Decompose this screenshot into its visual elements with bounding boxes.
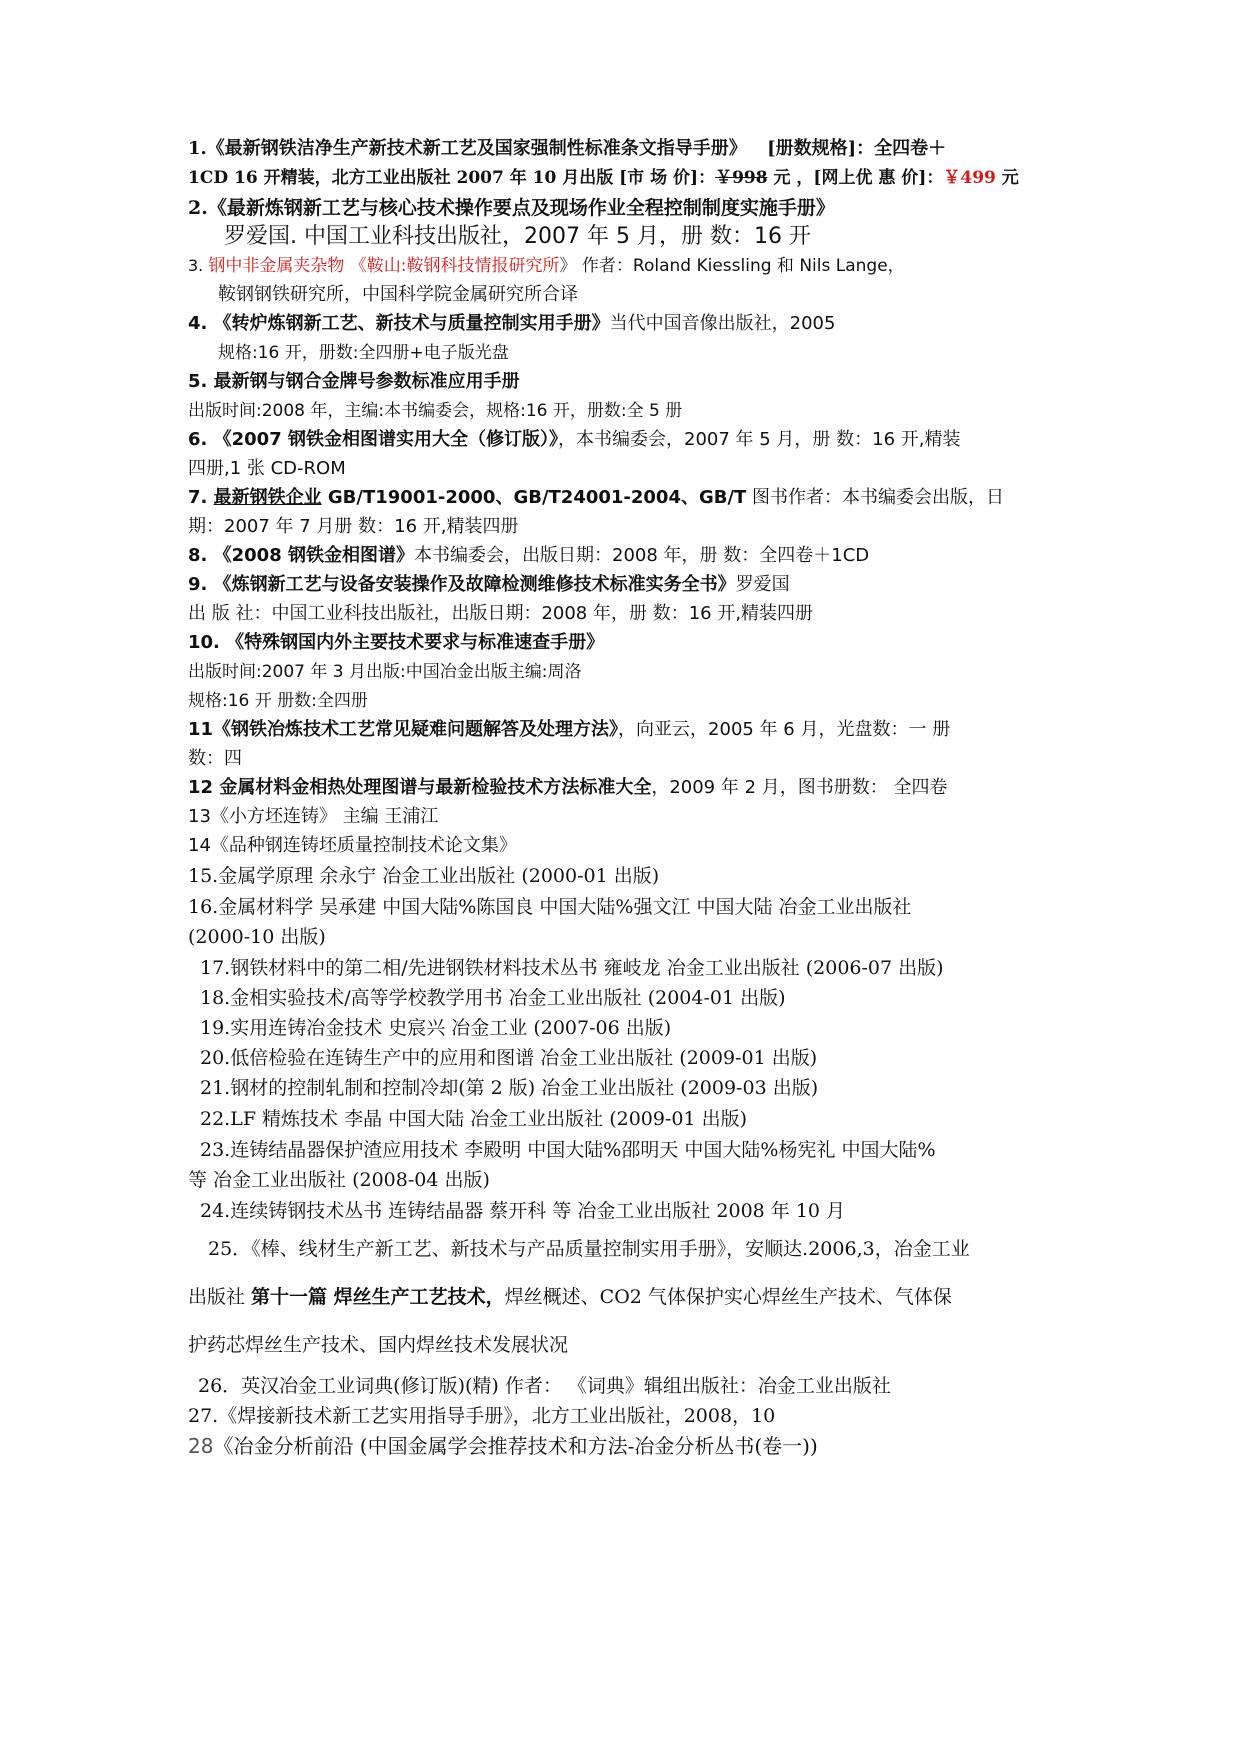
item-1-line-1 bbox=[188, 136, 946, 162]
item-5-line-2: 出版时间:2008 年，主编:本书编委会，规格:16 开，册数:全 5 册 bbox=[188, 401, 683, 421]
item-4-title: 4. 《转炉炼钢新工艺、新技术与质量控制实用手册》 bbox=[188, 313, 610, 334]
item-8-line-1 bbox=[188, 543, 869, 569]
item-5-title: 5. 最新钢与钢合金牌号参数标准应用手册 bbox=[188, 371, 520, 392]
item-25-line-1: 25．《棒、线材生产新工艺、新技术与产品质量控制实用手册》，安顺达.2006,3，冶金工业 bbox=[208, 1238, 970, 1260]
item-19: 19.实用连铸冶金技术 史宸兴 冶金工业 (2007-06 出版) bbox=[200, 1017, 672, 1039]
item-18: 18.金相实验技术/高等学校教学用书 冶金工业出版社 (2004-01 出版) bbox=[200, 987, 786, 1009]
item-10-title: 10. 《特殊钢国内外主要技术要求与标准速查手册》 bbox=[188, 632, 605, 653]
item-25-topics: 焊丝概述、CO2 气体保护实心焊丝生产技术、气体保 bbox=[504, 1286, 952, 1308]
item-11-line-2: 数：四 bbox=[188, 748, 242, 769]
item-11-title: 11《钢铁冶炼技术工艺常见疑难问题解答及处理方法》 bbox=[188, 719, 619, 740]
item-1-spec: [册数规格]：全四卷＋ bbox=[767, 138, 947, 159]
item-4-publisher: 当代中国音像出版社，2005 bbox=[609, 313, 836, 334]
item-6-line-1 bbox=[188, 427, 961, 453]
item-28 bbox=[188, 1433, 818, 1459]
item-22: 22.LF 精炼技术 李晶 中国大陆 冶金工业出版社 (2009-01 出版) bbox=[200, 1108, 748, 1130]
item-21: 21.钢材的控制轧制和控制冷却(第 2 版) 冶金工业出版社 (2009-03 出版) bbox=[200, 1077, 819, 1099]
item-28-number: 28 bbox=[188, 1434, 214, 1458]
item-4-line-2: 规格:16 开，册数:全四册+电子版光盘 bbox=[218, 343, 509, 363]
item-23-line-2: 等 冶金工业出版社 (2008-04 出版) bbox=[188, 1169, 490, 1191]
item-7-line-2: 期：2007 年 7 月册 数：16 开,精装四册 bbox=[188, 516, 519, 537]
item-17: 17.钢铁材料中的第二相/先进钢铁材料技术丛书 雍岐龙 冶金工业出版社 (2006-07 出版) bbox=[200, 957, 944, 979]
item-6-detail: ，本书编委会，2007 年 5 月，册 数：16 开,精装 bbox=[558, 429, 961, 450]
item-11-detail: ，向亚云，2005 年 6 月，光盘数：一 册 bbox=[618, 719, 951, 740]
item-16-line-2: (2000-10 出版) bbox=[188, 926, 326, 948]
item-4-line-1 bbox=[188, 311, 835, 337]
item-23-line-1: 23.连铸结晶器保护渣应用技术 李殿明 中国大陆%邵明天 中国大陆%杨宪礼 中国大陆% bbox=[200, 1139, 936, 1161]
item-25-publisher: 出版社 bbox=[188, 1286, 252, 1308]
item-9-author: 罗爱国 bbox=[735, 574, 790, 595]
item-1-yuan: 元 bbox=[995, 168, 1019, 188]
item-11-line-1 bbox=[188, 717, 950, 743]
item-12-title: 12 金属材料金相热处理图谱与最新检验技术方法标准大全 bbox=[188, 777, 652, 798]
item-15: 15.金属学原理 余永宁 冶金工业出版社 (2000-01 出版) bbox=[188, 865, 660, 887]
item-7-title: GB/T19001-2000、GB/T24001-2004、GB/T bbox=[321, 487, 747, 508]
item-3-publisher: 鞍钢科技情报研究所 bbox=[406, 256, 560, 276]
item-2-title: 2.《最新炼钢新工艺与核心技术操作要点及现场作业全程控制制度实施手册》 bbox=[188, 197, 835, 219]
item-13: 13《小方坯连铸》 主编 王浦江 bbox=[188, 806, 439, 827]
item-3-number: 3. bbox=[188, 256, 209, 275]
item-9-title: 9. 《炼钢新工艺与设备安装操作及故障检测维修技术标准实务全书》 bbox=[188, 574, 736, 595]
item-7-underlined: 最新钢铁企业 bbox=[213, 487, 322, 508]
item-3-authors: 》 作者：Roland Kiessling 和 Nils Lange， bbox=[559, 256, 905, 276]
item-1-publisher: 1CD 16 开精装，北方工业出版社 2007 年 10 月出版 [市 场 价]： bbox=[188, 168, 716, 188]
item-2-detail: 罗爱国. 中国工业科技出版社，2007 年 5 月，册 数：16 开 bbox=[224, 224, 811, 249]
item-3-book-name: 钢中非金属夹杂物 bbox=[208, 256, 345, 276]
item-1-line-2 bbox=[188, 165, 1019, 191]
item-1-discount-price: ￥499 bbox=[943, 168, 996, 188]
item-7-line-1 bbox=[188, 485, 1004, 511]
item-10-line-3: 规格:16 开 册数:全四册 bbox=[188, 691, 368, 711]
item-26: 26．英汉冶金工业词典(修订版)(精) 作者： 《词典》辑组出版社：冶金工业出版社 bbox=[198, 1375, 891, 1397]
item-8-title: 8. 《2008 钢铁金相图谱》 bbox=[188, 545, 414, 566]
item-9-line-2: 出 版 社：中国工业科技出版社，出版日期：2008 年，册 数：16 开,精装四册 bbox=[188, 603, 814, 624]
item-12-line-1 bbox=[188, 775, 947, 801]
item-25-line-2 bbox=[188, 1284, 952, 1310]
item-3-source: 《鞍山: bbox=[344, 256, 407, 276]
item-25-line-3: 护药芯焊丝生产技术、国内焊丝技术发展状况 bbox=[188, 1334, 569, 1356]
item-25-chapter: 第十一篇 焊丝生产工艺技术， bbox=[251, 1286, 505, 1308]
item-7-number: 7. bbox=[188, 487, 214, 508]
item-7-detail: 图书作者：本书编委会出版，日 bbox=[746, 487, 1005, 508]
item-9-line-1 bbox=[188, 572, 790, 598]
item-3-line-1 bbox=[188, 253, 905, 279]
item-3-line-2: 鞍钢钢铁研究所，中国科学院金属研究所合译 bbox=[218, 284, 578, 305]
item-1-discount-label: 元 ，[网上优 惠 价]： bbox=[767, 168, 944, 188]
item-16-line-1: 16.金属材料学 吴承建 中国大陆%陈国良 中国大陆%强文江 中国大陆 冶金工业出版社 bbox=[188, 896, 912, 918]
item-1-title: 1.《最新钢铁洁净生产新技术新工艺及国家强制性标准条文指导手册》 bbox=[188, 138, 747, 159]
item-27: 27.《焊接新技术新工艺实用指导手册》，北方工业出版社，2008，10 bbox=[188, 1405, 776, 1427]
item-12-detail: ，2009 年 2 月，图书册数： 全四卷 bbox=[651, 777, 948, 798]
item-8-detail: 本书编委会，出版日期：2008 年，册 数：全四卷＋1CD bbox=[414, 545, 870, 566]
item-1-market-price: ￥998 bbox=[715, 168, 768, 188]
item-28-title: 《冶金分析前沿 (中国金属学会推荐技术和方法-冶金分析丛书(卷一)) bbox=[213, 1434, 818, 1458]
item-14: 14《品种钢连铸坯质量控制技术论文集》 bbox=[188, 835, 517, 856]
item-6-title: 6. 《2007 钢铁金相图谱实用大全（修订版）》 bbox=[188, 429, 558, 450]
item-10-line-2: 出版时间:2007 年 3 月出版:中国冶金出版主编:周洛 bbox=[188, 662, 582, 682]
item-20: 20.低倍检验在连铸生产中的应用和图谱 冶金工业出版社 (2009-01 出版) bbox=[200, 1047, 818, 1069]
item-24: 24.连续铸钢技术丛书 连铸结晶器 蔡开科 等 冶金工业出版社 2008 年 10 月 bbox=[200, 1200, 846, 1222]
item-6-line-2: 四册,1 张 CD-ROM bbox=[188, 458, 346, 479]
